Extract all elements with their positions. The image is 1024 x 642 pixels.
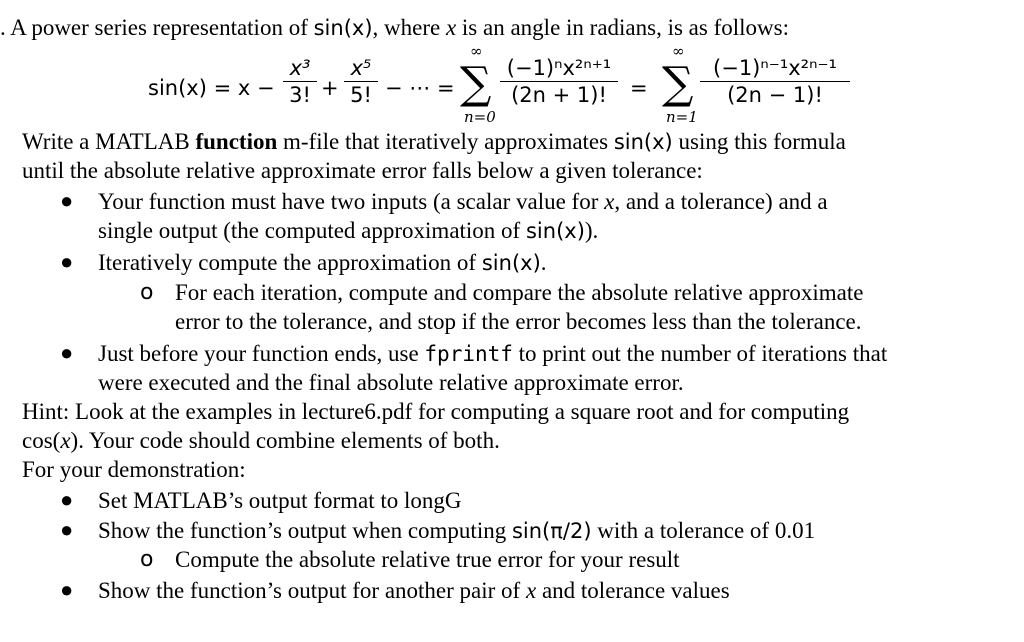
ellipsis-equals: − ⋯ =	[385, 76, 455, 100]
sum1-numerator: (−1)ⁿx²ⁿ⁺¹	[506, 56, 612, 80]
term-x3	[283, 56, 317, 107]
intro-line	[0, 14, 789, 42]
bullet-2	[98, 249, 547, 277]
bullet-text: single output (the computed approximation of	[98, 218, 526, 243]
sub-bullet-line-2: error to the tolerance, and stop if the error becomes less than the tolerance.	[175, 309, 862, 334]
bullet-icon: ●	[60, 577, 74, 602]
bullet-text: .	[540, 250, 547, 275]
var-x: x	[445, 15, 457, 40]
bullet-text: , and a tolerance) and a	[614, 189, 828, 214]
demo-item-3	[98, 577, 730, 605]
task-line-2: until the absolute relative approximate error falls below a given tolerance:	[22, 158, 703, 183]
sin-x: sin(x)	[481, 251, 541, 275]
hint-text: cos(	[22, 428, 61, 453]
intro-text: A power series representation of	[10, 15, 314, 40]
sum1-upper: ∞	[470, 42, 483, 60]
bullet-text: Iteratively compute the approximation of	[98, 250, 482, 275]
sum1-fraction	[500, 56, 618, 107]
intro-text: , where	[372, 15, 446, 40]
sin-x: sin(x)	[613, 130, 673, 154]
formula-lhs: sin(x) = x −	[148, 76, 275, 100]
demo-text: Show the function’s output when computing	[98, 518, 512, 543]
var-x: x	[604, 189, 615, 214]
sum1-denominator: (2n + 1)!	[511, 83, 607, 107]
term-denominator: 3!	[289, 83, 311, 107]
sum2-denominator: (2n − 1)!	[727, 83, 823, 107]
bullet-icon: ●	[60, 340, 74, 365]
sum2-numerator: (−1)ⁿ⁻¹x²ⁿ⁻¹	[713, 56, 837, 80]
demo-text: with a tolerance of 0.01	[591, 518, 816, 543]
term-numerator: x³	[289, 56, 311, 80]
bullet-text: to print out the number of iterations that	[512, 341, 888, 366]
demo-sub-item: Compute the absolute relative true error for your result	[175, 547, 680, 572]
intro-text: is an angle in radians, is as follows:	[456, 15, 789, 40]
term-numerator: x⁵	[350, 56, 372, 80]
bullet-text: ).	[584, 218, 599, 243]
hint-text: ). Your code should combine elements of both.	[70, 428, 500, 453]
var-x: x	[525, 578, 537, 603]
plus-sign: +	[321, 76, 339, 100]
task-text: using this formula	[672, 129, 846, 154]
bold-function: function	[195, 129, 278, 154]
sub-bullet-icon: o	[140, 280, 154, 305]
bullet-text: Just before your function ends, use	[98, 341, 425, 366]
task-line-1	[22, 128, 846, 156]
bullet-3-line-2: were executed and the final absolute relative approximate error.	[98, 370, 684, 395]
bullet-1-line-2	[98, 217, 598, 245]
demo-item-1: Set MATLAB’s output format to longG	[98, 488, 462, 513]
demo-text: and tolerance values	[536, 578, 730, 603]
equals-sign: =	[630, 76, 648, 100]
sin-pi-half: sin(π/2)	[511, 519, 592, 543]
term-x5	[344, 56, 378, 107]
bullet-icon: ●	[60, 487, 74, 512]
term-denominator: 5!	[350, 83, 372, 107]
sin-x: sin(x)	[313, 16, 373, 40]
demo-item-2	[98, 517, 815, 545]
list-marker: .	[0, 15, 11, 40]
task-text: m-file that iteratively approximates	[277, 129, 614, 154]
sub-bullet-line-1: For each iteration, compute and compare the absolute relative approximate	[175, 280, 864, 305]
sum2-upper: ∞	[672, 42, 685, 60]
bullet-text: Your function must have two inputs (a scalar value for	[98, 189, 605, 214]
sigma-icon: ∑	[662, 58, 694, 109]
sin-x: sin(x)	[525, 219, 585, 243]
fprintf-code: fprintf	[424, 342, 513, 366]
sum2-fraction	[700, 56, 850, 107]
sum2-lower: n=1	[666, 108, 698, 126]
demo-heading: For your demonstration:	[22, 457, 246, 482]
sum1-lower: n=0	[464, 108, 496, 126]
sigma-icon: ∑	[460, 58, 492, 109]
bullet-icon: ●	[60, 517, 74, 542]
task-text: Write a MATLAB	[22, 129, 196, 154]
bullet-icon: ●	[60, 188, 74, 213]
bullet-icon: ●	[60, 249, 74, 274]
bullet-3-line-1	[98, 340, 887, 368]
hint-line-1: Hint: Look at the examples in lecture6.pdf for computing a square root and for computing	[22, 399, 850, 424]
bullet-1-line-1	[98, 188, 828, 216]
var-x: x	[60, 428, 71, 453]
hint-line-2	[22, 427, 500, 455]
demo-text: Show the function’s output for another pair of	[98, 578, 526, 603]
sub-bullet-icon: o	[140, 547, 154, 572]
